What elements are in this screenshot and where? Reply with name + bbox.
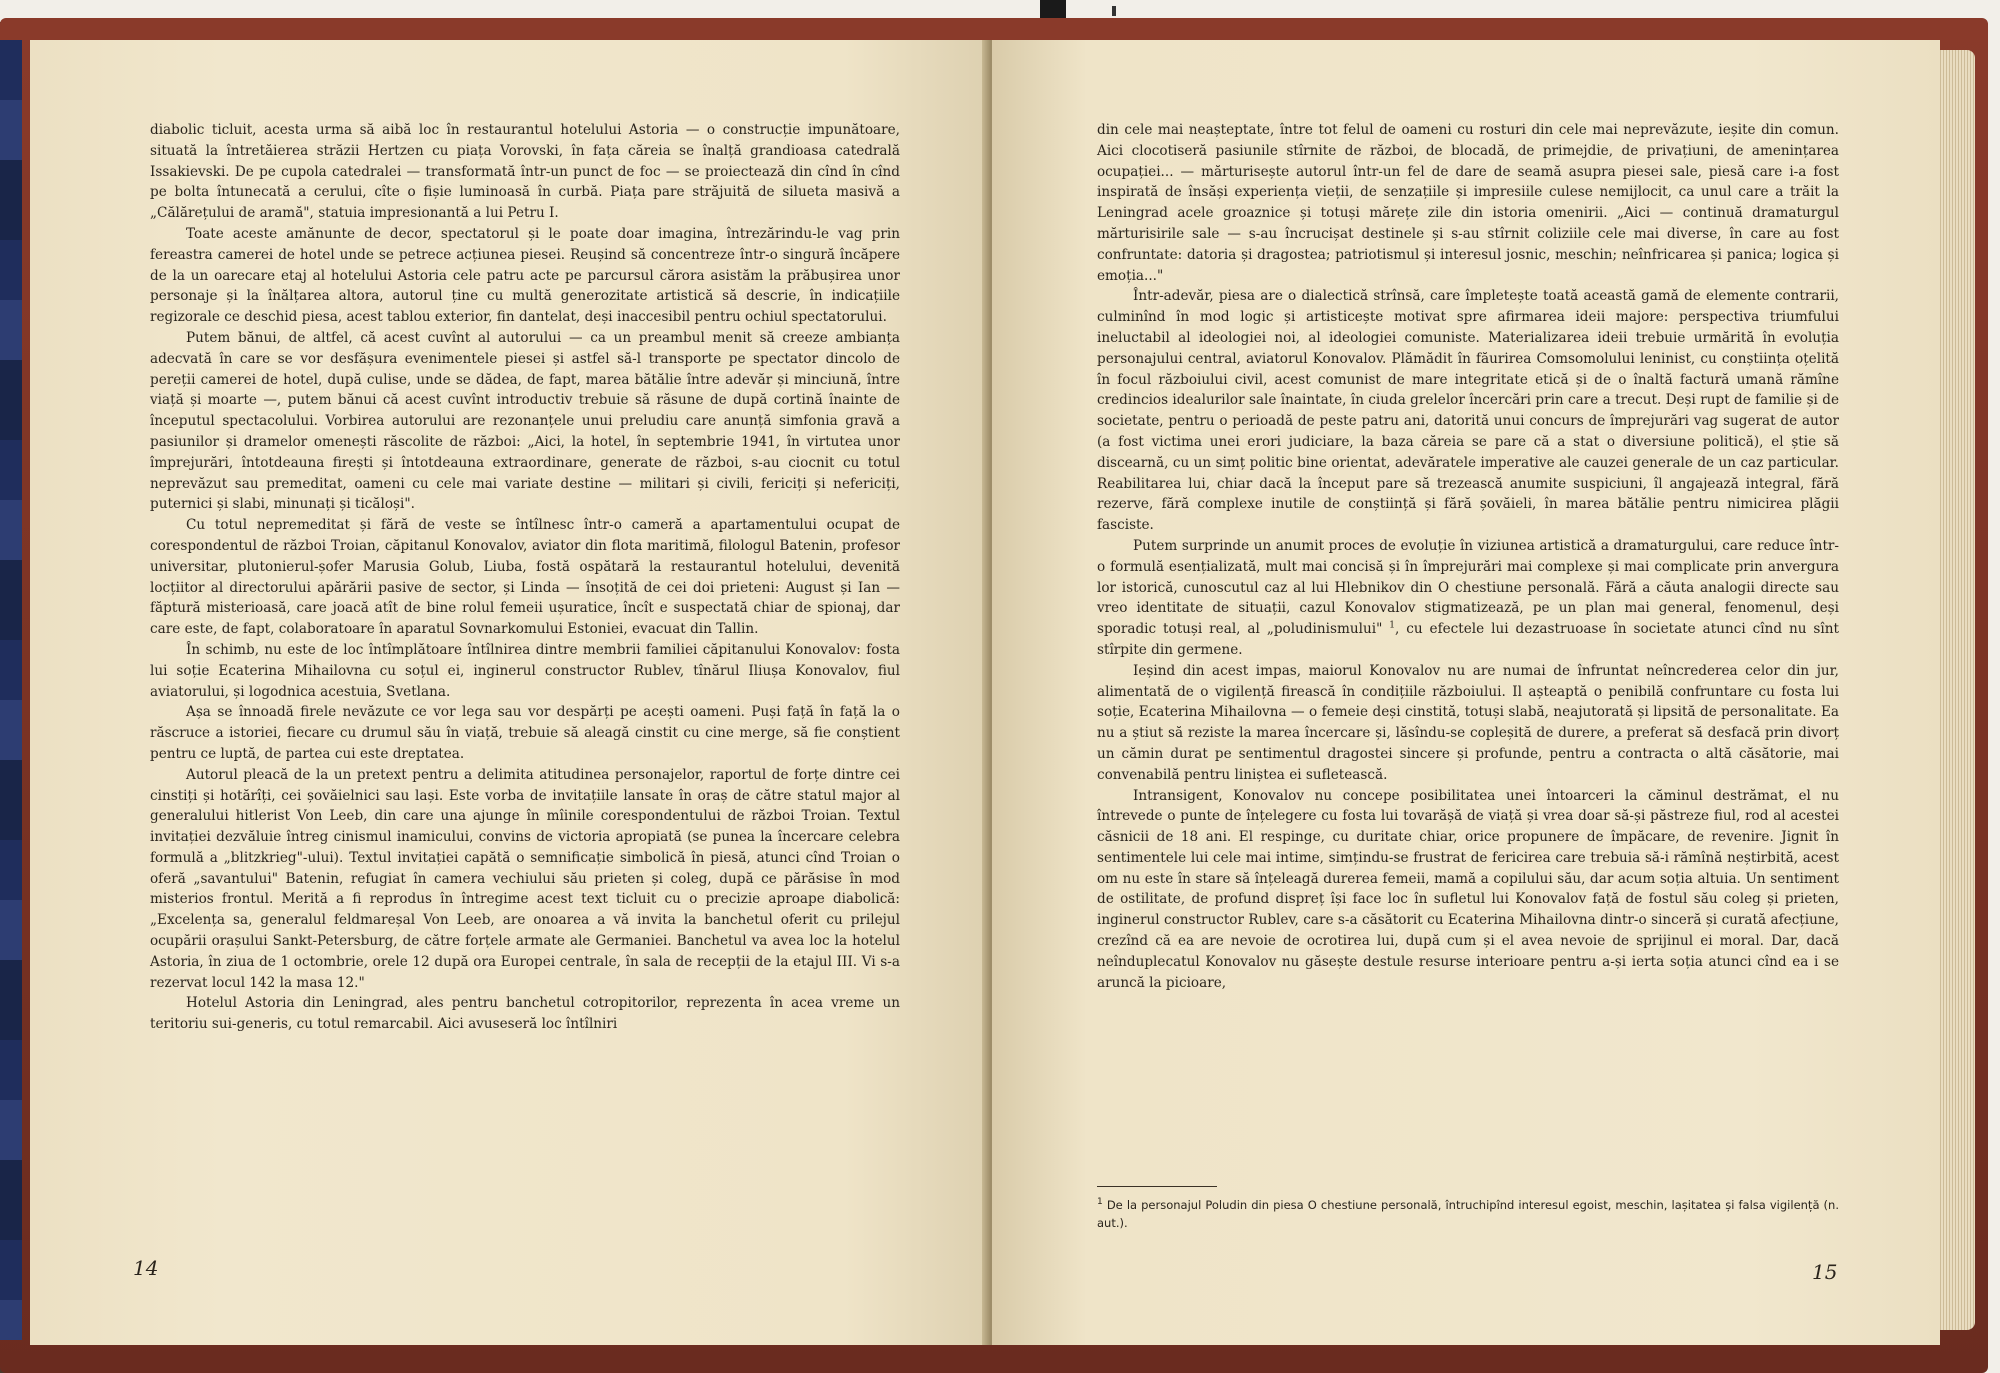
page-number: 14 bbox=[133, 1256, 159, 1280]
left-page bbox=[30, 40, 988, 1345]
paragraph: Ieșind din acest impas, maiorul Konovalov nu are numai de înfruntat neîncrederea celor din jur, alimentată de o vigilență firească în condițiile războiului. Il așteaptă o penibilă confruntare cu fosta lui soție, Ecaterina Mihailovna — o femeie deși cinstită, totuși slabă, neajutorată și lipsită de personalitate. Ea nu a știut să reziste la marea încercare și, lăsîndu-se copleșită de durere, a preferat să desfacă prin divorț un cămin durat pe sentimentul dragostei sincere și profunde, pentru a contracta o altă căsătorie, mai convenabilă pentru liniștea ei sufletească. bbox=[1097, 662, 1839, 783]
footnote-rule bbox=[1097, 1186, 1217, 1187]
paragraph: Într-adevăr, piesa are o dialectică strînsă, care împletește toată această gamă de elemente contrarii, culminînd în mod logic și artisticește motivat spre afirmarea ideii majore: perspectiva triumfului ineluctabil al ideologiei noi, al ideologiei comuniste. Materializarea ideii trebuie urmărită în evoluția personajului central, aviatorul Konovalov. Plămădit în făurirea Comsomolului leninist, cu conștiința oțelită în focul războiului civil, acest comunist de mare integritate etică și de o înaltă factură umană rămîne credincios idealurilor sale înaintate, în ciuda grelelor încercări prin care a trecut. Deși rupt de familie și de societate, pentru o perioadă de peste patru ani, datorită unui concurs de împrejurări vag sugerat de autor (a fost victima unei erori judiciare, la baza căreia se pare că a stat o diversiune politică), el știe să discearnă, cu un simț politic bine orientat, adevăratele imperative ale cauzei generale de un caz particular. Reabilitarea lui, chiar dacă la început pare să trezească anumite suspiciuni, îl angajează integral, fără rezerve, fără complexe inutile de conștiință și fără șovăieli, în marea bătălie pentru nimicirea plăgii fasciste. bbox=[1097, 288, 1839, 534]
paragraph: Cu totul nepremeditat și fără de veste se întîlnesc într-o cameră a apartamentului ocupat de corespondentul de război Troian, căpitanul Konovalov, aviator din flota maritimă, filologul Batenin, profesor universitar, plutonierul-șofer Marusia Golub, Liuba, fostă ospătară la restaurantul hotelului, devenită locțiitor al directorului apărării pasive de sector, și Linda — însoțită de cei doi prieteni: August și Ian — făptură misterioasă, care joacă atît de bine rolul femeii ușuratice, încît e suspectată chiar de spionaj, dar care este, de fapt, colaboratoare în aparatul Sovnarkomului Estoniei, evacuat din Tallin. bbox=[150, 517, 900, 638]
paragraph bbox=[1097, 536, 1839, 661]
footnote bbox=[1097, 1196, 1839, 1232]
footnote-marker: 1 bbox=[1389, 620, 1395, 631]
scan-marker-small bbox=[1112, 6, 1116, 16]
paragraph-text-tail: , cu efectele lui dezastruoase în societate atunci cînd nu sînt stîrpite din germene. bbox=[1097, 621, 1839, 658]
page-block-edge bbox=[1935, 50, 1975, 1330]
paragraph: Așa se înnoadă firele nevăzute ce vor lega sau vor despărți pe acești oameni. Puși față în față la o răscruce a istoriei, fiecare cu drumul său în viață, trebuie să aleagă cinstit cu cine merge, să fie conștient pentru ce luptă, de partea cui este dreptatea. bbox=[150, 704, 900, 762]
paragraph: Hotelul Astoria din Leningrad, ales pentru banchetul cotropitorilor, reprezenta în acea vreme un teritoriu sui-generis, cu totul remarcabil. Aici avuseseră loc întîlniri bbox=[150, 995, 900, 1033]
book-spine-edge bbox=[0, 40, 22, 1340]
page-number: 15 bbox=[1812, 1260, 1838, 1284]
left-page-text bbox=[150, 120, 900, 1035]
paragraph-text: Putem surprinde un anumit proces de evoluție în viziunea artistică a dramaturgului, care reduce într-o formulă esențializată, mult mai concisă și în împrejurări mai complexe și mai complicate prin anvergura lor istorică, cunoscutul caz al lui Hlebnikov din O chestiune personală. Fără a căuta analogii directe sau vreo identitate de situații, cazul Konovalov stigmatizează, pe un plan mai general, fenomenul, deși sporadic totuși real, al „poludinismului" bbox=[1097, 537, 1839, 638]
paragraph: Autorul pleacă de la un pretext pentru a delimita atitudinea personajelor, raportul de forțe dintre cei cinstiți și hotărîți, cei șovăielnici sau lași. Este vorba de invitațiile lansate în oraș de către statul major al generalului hitlerist Von Leeb, din care una ajunge în mîinile corespondentului de război Troian. Textul invitației dezvăluie întreg cinismul inamicului, convins de victoria apropiată (se punea la încercare celebra formulă a „blitzkrieg"-ului). Textul invitației capătă o semnificație simbolică în piesă, atunci cînd Troian o oferă „savantului" Batenin, refugiat în camera vechiului său prieten și coleg, după ce părăsise în mod misterios frontul. Merită a fi reprodus în întregime acest text ticluit cu o precizie aproape diabolică: „Excelența sa, generalul feldmareșal Von Leeb, are onoarea a vă invita la banchetul oferit cu prilejul ocupării orașului Sankt-Petersburg, de către forțele armate ale Germaniei. Banchetul va avea loc la hotelul Astoria, în ziua de 1 octombrie, orele 12 după ora Europei centrale, în sala de recepții de la etajul III. Vi s-a rezervat locul 142 la masa 12." bbox=[150, 766, 900, 991]
paragraph: În schimb, nu este de loc întîmplătoare întîlnirea dintre membrii familiei căpitanului Konovalov: fosta lui soție Ecaterina Mihailovna cu soțul ei, inginerul constructor Rublev, tînărul Iliușa Konovalov, fiul aviatorului, și logodnica acestuia, Svetlana. bbox=[150, 641, 900, 700]
paragraph: din cele mai neașteptate, între tot felul de oameni cu rosturi din cele mai neprevăzute, ieșite din comun. Aici clocotiseră pasiunile stîrnite de război, de blocadă, de primejdie, de privațiuni, de amenințarea ocupației... — mărturisește autorul într-un fel de dare de seamă asupra piesei sale, piesă care i-a fost inspirată de însăși experiența vieții, de senzațiile și impresiile culese nemijlocit, ca unul care a trăit la Leningrad acele groaznice și totuși mărețe zile din istoria omenirii. „Aici — continuă dramaturgul mărturisirile sale — s-au încrucișat destinele și s-au stîrnit coliziile cele mai diverse, în care au fost confruntate: datoria și dragostea; patriotismul și interesul josnic, meschin; neînfricarea și panica; logica și emoția..." bbox=[1097, 122, 1839, 284]
footnote-text: De la personajul Poludin din piesa O chestiune personală, întruchipînd interesul egoist, meschin, lașitatea și falsa vigilență (n. aut.). bbox=[1097, 1198, 1839, 1230]
paragraph: Intransigent, Konovalov nu concepe posibilitatea unei întoarceri la căminul destrămat, el nu întrevede o punte de înțelegere cu fosta lui tovarășă de viață și vrea doar să-și păstreze fiul, rod al acestei căsnicii de 18 ani. El respinge, cu duritate chiar, orice propunere de împăcare, de revenire. Jignit în sentimentele lui cele mai intime, simțindu-se frustrat de fericirea care trebuia să-i rămînă neștirbită, acest om nu este în stare să înțeleagă durerea femeii, mamă a copilului său, dar acum soția altuia. Un sentiment de ostilitate, de profund dispreț își face loc în sufletul lui Konovalov față de fostul său coleg și prieten, inginerul constructor Rublev, care s-a căsătorit cu Ecaterina Mihailovna dintr-o sinceră și curată afecțiune, crezînd că ea are nevoie de ocrotirea lui, după cum și el avea nevoie de sprijinul ei moral. Dar, dacă neînduplecatul Konovalov nu găsește destule resurse interioare pentru a-și ierta soția atunci cînd ea i se aruncă la picioare, bbox=[1097, 787, 1839, 991]
footnote-number: 1 bbox=[1097, 1197, 1103, 1208]
right-page bbox=[992, 40, 1940, 1345]
paragraph: diabolic ticluit, acesta urma să aibă loc în restaurantul hotelului Astoria — o construcție impunătoare, situată la întretăierea străzii Hertzen cu piața Vorovski, în fața căreia se înalță grandioasa catedrală Issakievski. De pe cupola catedralei — transformată într-un punct de foc — se proiectează din cînd în cînd pe bolta întunecată a cerului, cîte o fișie luminoasă în curbă. Piața pare străjuită de silueta masivă a „Călărețului de aramă", statuia impresionantă a lui Petru I. bbox=[150, 122, 900, 222]
paragraph: Putem bănui, de altfel, că acest cuvînt al autorului — ca un preambul menit să creeze ambianța adecvată în care se vor desfășura evenimentele piesei și astfel să-l transporte pe spectator dincolo de pereții camerei de hotel, după culise, unde se dădea, de fapt, marea bătălie între adevăr și minciună, între viață și moarte —, putem bănui că acest cuvînt introductiv trebuie să răsune de după cortină înainte de începutul spectacolului. Vorbirea autorului are rezonanțele unui preludiu care anunță simfonia gravă a pasiunilor și dramelor omenești răscolite de război: „Aici, la hotel, în septembrie 1941, în virtutea unor împrejurări, întotdeauna firești și întotdeauna extraordinare, generate de război, s-au ciocnit cu totul neprevăzut sau premeditat, oameni cu cele mai variate destine — militari și civili, fericiți și nefericiți, puternici și slabi, minunați și ticăloși". bbox=[150, 329, 900, 513]
paragraph: Toate aceste amănunte de decor, spectatorul și le poate doar imagina, întrezărindu-le vag prin fereastra camerei de hotel unde se petrece acțiunea piesei. Reușind să concentreze într-o singură încăpere de la un oarecare etaj al hotelului Astoria cele patru acte pe parcursul cărora asistăm la prăbușirea unor personaje și la înălțarea altora, autorul ține cu multă generozitate artistică să descrie, în indicațiile regizorale ce deschid piesa, acest tablou exterior, fin dantelat, deși inaccesibil pentru ochiul spectatorului. bbox=[150, 225, 900, 326]
right-page-text bbox=[1097, 120, 1839, 993]
